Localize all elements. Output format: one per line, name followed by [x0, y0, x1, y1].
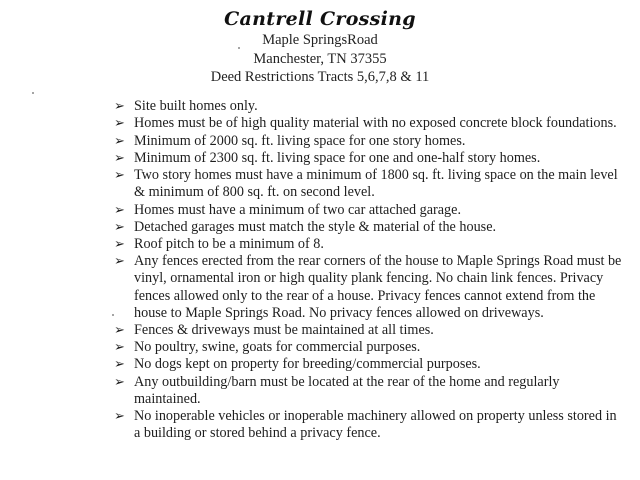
arrow-bullet-icon: ➢	[114, 99, 125, 114]
arrow-bullet-icon: ➢	[114, 202, 125, 218]
restriction-item	[114, 98, 626, 115]
restrictions-list	[114, 98, 626, 443]
restriction-text: Fences & driveways must be maintained at all times.	[134, 321, 434, 338]
restriction-text: No poultry, swine, goats for commercial purposes.	[134, 339, 421, 356]
arrow-bullet-icon: ➢	[114, 133, 125, 149]
restriction-item	[114, 408, 626, 442]
deed-restrictions-heading: Deed Restrictions Tracts 5,6,7,8 & 11	[210, 69, 430, 85]
restriction-item	[114, 219, 626, 236]
arrow-bullet-icon: ➢	[114, 237, 125, 253]
arrow-bullet-icon: ➢	[114, 322, 125, 338]
arrow-bullet-icon: ➢	[114, 168, 125, 184]
document-title: Cantrell Crossing	[224, 8, 416, 30]
arrow-bullet-icon: ➢	[114, 374, 125, 390]
restriction-text: Minimum of 2300 sq. ft. living space for one and one-half story homes.	[134, 149, 541, 166]
restriction-item	[114, 236, 626, 253]
restriction-text: No dogs kept on property for breeding/commercial purposes.	[134, 356, 481, 373]
scan-speck	[112, 314, 114, 316]
restriction-text: Homes must be of high quality material with no exposed concrete block foundations.	[134, 115, 617, 132]
arrow-bullet-icon: ➢	[114, 340, 125, 356]
restriction-item	[114, 167, 626, 201]
restriction-item	[114, 133, 626, 150]
address-city: Manchester, TN 37355	[253, 51, 387, 67]
restriction-text: Any outbuilding/barn must be located at the rear of the home and regularly maintained.	[134, 373, 560, 407]
restriction-item	[114, 202, 626, 219]
scan-speck	[238, 47, 240, 49]
arrow-bullet-icon: ➢	[114, 219, 125, 235]
restriction-text: Site built homes only.	[134, 98, 258, 114]
restriction-item	[114, 322, 626, 339]
scan-speck	[32, 92, 34, 94]
restriction-item	[114, 374, 626, 408]
restriction-item	[114, 339, 626, 356]
restriction-text: Any fences erected from the rear corners of the house to Maple Springs Road must be vinyl, ornamental iron or high quality plank fencing. No chain link fences. Privacy fences allowed only to the rear of a house. Privacy fences cannot extend from the house to Maple Springs Road. No privacy fences allowed on driveways.	[134, 253, 622, 321]
restriction-text: Minimum of 2000 sq. ft. living space for one story homes.	[134, 132, 466, 149]
arrow-bullet-icon: ➢	[114, 409, 125, 425]
arrow-bullet-icon: ➢	[114, 254, 125, 270]
restriction-text: Detached garages must match the style & material of the house.	[134, 218, 497, 235]
restriction-text: Homes must have a minimum of two car attached garage.	[134, 201, 461, 218]
restriction-text: No inoperable vehicles or inoperable machinery allowed on property unless stored in a building or stored behind a privacy fence.	[134, 408, 617, 442]
restriction-item	[114, 115, 626, 132]
restriction-text: Roof pitch to be a minimum of 8.	[134, 236, 324, 253]
arrow-bullet-icon: ➢	[114, 116, 125, 132]
arrow-bullet-icon: ➢	[114, 357, 125, 373]
restriction-item	[114, 253, 626, 321]
restriction-text: Two story homes must have a minimum of 1800 sq. ft. living space on the main level & minimum of 800 sq. ft. on second level.	[134, 167, 618, 201]
arrow-bullet-icon: ➢	[114, 150, 125, 166]
restriction-item	[114, 150, 626, 167]
address-street: Maple SpringsRoad	[262, 32, 378, 48]
restriction-item	[114, 356, 626, 373]
